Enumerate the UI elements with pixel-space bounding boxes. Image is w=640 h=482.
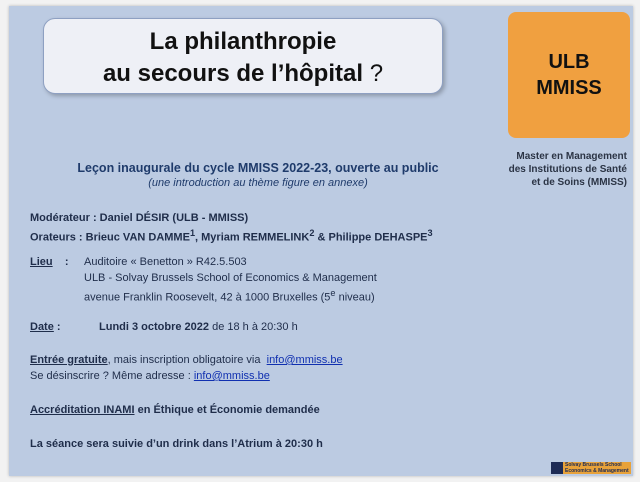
accreditation-line	[30, 404, 320, 416]
accreditation-label: Accréditation INAMI	[30, 404, 135, 416]
date-sep: :	[56, 321, 61, 333]
date-label-line	[30, 321, 61, 333]
title-line-2-text: au secours de l’hôpital	[102, 60, 364, 87]
orateurs-1: Orateurs : Brieuc VAN DAMME	[30, 231, 190, 244]
title-box	[43, 18, 443, 94]
moderateur: Modérateur : Daniel DÉSIR (ULB - MMISS)	[30, 212, 249, 224]
orateurs-sup-2: 2	[309, 228, 315, 238]
logo-line-2: MMISS	[536, 77, 602, 99]
orateurs-sup-3: 3	[427, 228, 433, 238]
master-description	[479, 150, 627, 189]
lecon-heading: Leçon inaugurale du cycle MMISS 2022-23, ouverte au public	[77, 161, 439, 175]
date-rest: de 18 h à 20:30 h	[209, 321, 298, 333]
accreditation-text: en Éthique et Économie demandée	[134, 404, 320, 416]
desinscrire-email-link[interactable]: info@mmiss.be	[193, 370, 270, 382]
lieu-line-3b: niveau)	[335, 291, 375, 304]
date-value	[99, 321, 298, 333]
logo-line-1: ULB	[548, 51, 590, 73]
title-line-1: La philanthropie	[149, 28, 337, 55]
desinscrire-text: Se désinscrire ? Même adresse :	[30, 370, 194, 382]
date-day: Lundi 3 octobre 2022	[99, 321, 210, 333]
ulb-mmiss-logo	[508, 12, 630, 138]
orateurs-2: , Myriam REMMELINK	[195, 231, 310, 244]
desinscrire-line	[30, 370, 270, 382]
orateurs-3: & Philippe DEHASPE	[314, 231, 428, 244]
solvay-logo	[551, 462, 631, 474]
entree-label: Entrée gratuite	[30, 354, 108, 366]
master-line-2: des Institutions de Santé	[508, 164, 627, 175]
date-label: Date	[30, 321, 54, 333]
lieu-line-1: Auditoire « Benetton » R42.5.503	[84, 256, 247, 268]
master-line-3: et de Soins (MMISS)	[531, 177, 627, 188]
intro-note: (une introduction au thème figure en annexe)	[148, 177, 368, 189]
lieu-label: Lieu	[30, 256, 53, 268]
entree-email-link[interactable]: info@mmiss.be	[266, 354, 343, 366]
solvay-logo-line-1: Solvay Brussels School	[565, 462, 622, 468]
lieu-line-2: ULB - Solvay Brussels School of Economics & Management	[84, 272, 377, 284]
slide	[9, 6, 633, 476]
master-line-1: Master en Management	[516, 151, 627, 162]
lieu-label-line	[30, 256, 69, 268]
lieu-line-3a: avenue Franklin Roosevelt, 42 à 1000 Bruxelles (5	[84, 291, 331, 304]
title-line-2	[44, 58, 442, 90]
entree-text: , mais inscription obligatoire via	[107, 354, 261, 366]
lieu-line-3-sup: e	[330, 288, 336, 298]
orateurs-sup-1: 1	[189, 228, 196, 238]
drink-line: La séance sera suivie d’un drink dans l’Atrium à 20:30 h	[30, 438, 323, 450]
title-question-mark: ?	[369, 60, 384, 87]
solvay-logo-text	[563, 462, 631, 474]
solvay-logo-mark	[551, 462, 563, 474]
lieu-line-3	[84, 288, 375, 304]
solvay-logo-line-2: Economics & Management	[565, 468, 629, 474]
orateurs	[30, 228, 433, 244]
entree-line	[30, 354, 343, 366]
lieu-sep: :	[64, 256, 69, 268]
